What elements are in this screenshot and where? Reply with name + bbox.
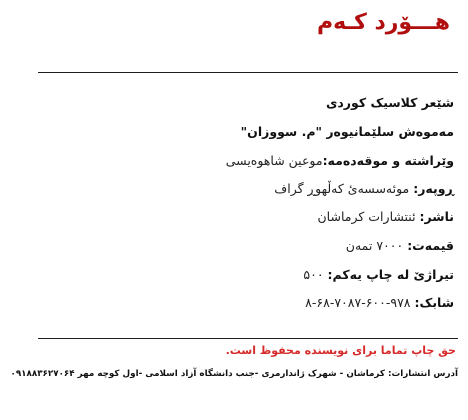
bottom-divider xyxy=(38,338,458,339)
print-run-row xyxy=(303,266,454,284)
isbn-row xyxy=(305,294,454,312)
editor-row xyxy=(226,152,454,170)
editor-value: موعین شاهوەیسی xyxy=(225,153,323,168)
publisher-logo-text: هـــۆرد کـه‌م xyxy=(317,10,450,35)
publisher-row xyxy=(318,208,455,226)
price-label: قیمەت: xyxy=(407,238,454,253)
layout-label: ڕوپەر: xyxy=(413,181,454,196)
layout-row xyxy=(274,180,454,198)
publisher-label: ناشر: xyxy=(419,209,454,224)
print-run-label: تیراژێ لە چاپ یەکم: xyxy=(327,267,454,282)
layout-value: موئەسسەیٔ کەڵهوڕ گراف xyxy=(274,181,410,196)
isbn-value: ۹۷۸-۶۰۰-۷۰۸۷-۶۸-۸ xyxy=(305,295,411,310)
isbn-label: شابک: xyxy=(414,295,454,310)
price-row xyxy=(346,237,454,255)
print-run-value: ۵۰۰ xyxy=(303,267,324,282)
top-divider xyxy=(38,72,458,73)
book-subtitle: مەموەش سلێمانیوەر "م. سووزان" xyxy=(240,124,454,139)
price-value: ۷۰۰۰ تمەن xyxy=(345,238,404,253)
publisher-address: آدرس انتشارات: کرماشان - شهرک ژاندارمری -جنب دانشگاه آزاد اسلامی -اول کوچه مهر ۰۹۱۸۸۳۶۲۷۰۶۴ xyxy=(10,369,458,379)
book-title: شێعر کلاسیک کوردی xyxy=(325,95,454,110)
publisher-value: ئنتشارات کرماشان xyxy=(317,209,416,224)
publisher-logo xyxy=(317,4,450,52)
editor-label: وێراشته و موقەدەمه: xyxy=(322,153,454,168)
copyright-notice: حق چاپ تماما برای نویسنده محفوظ است. xyxy=(225,344,456,357)
